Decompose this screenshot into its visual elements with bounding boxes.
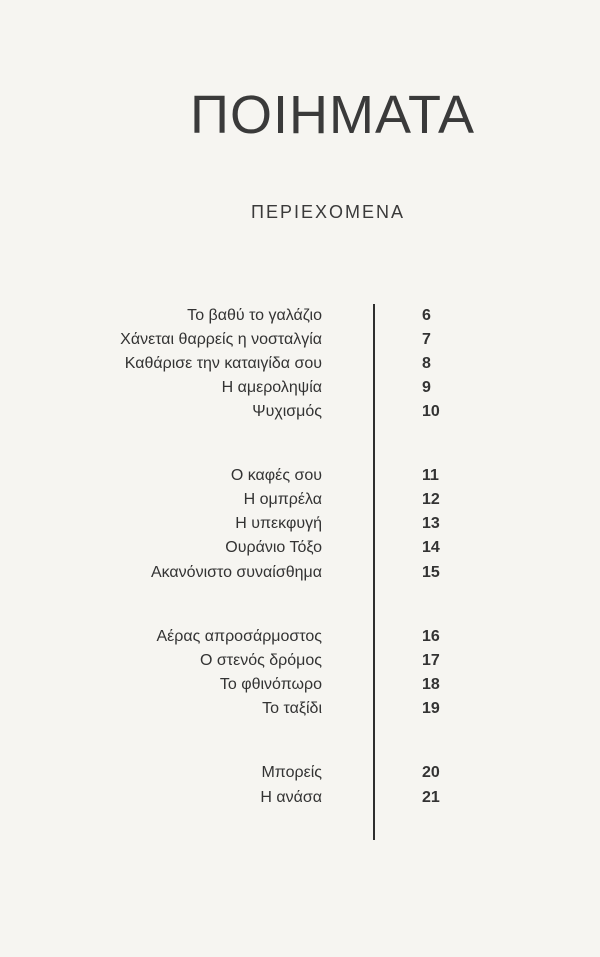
toc-entry[interactable]	[0, 650, 600, 672]
toc-entry-page: 12	[422, 491, 440, 508]
toc-entry-title: Το φθινόπωρο	[219, 676, 322, 693]
toc-entry-page: 18	[422, 676, 440, 693]
toc-entry-page: 11	[422, 467, 439, 484]
toc-entry-page: 20	[422, 764, 440, 781]
toc-entry[interactable]	[0, 698, 600, 720]
contents-heading: ΠΕΡΙΕΧΟΜΕΝΑ	[251, 202, 406, 222]
toc-entry[interactable]	[0, 537, 600, 559]
toc-entry-page: 7	[422, 331, 431, 348]
toc-entry-title: Ουράνιο Τόξο	[225, 539, 322, 556]
toc-entry-title: Ο στενός δρόμος	[199, 652, 322, 669]
toc-entry[interactable]	[0, 465, 600, 487]
toc-entry-title: Ψυχισμός	[252, 403, 322, 420]
toc-entry-title: Καθάρισε την καταιγίδα σου	[124, 355, 322, 372]
toc-entry[interactable]	[0, 401, 600, 423]
toc-entry-title: Ακανόνιστο συναίσθημα	[150, 564, 322, 581]
toc-entry-page: 6	[422, 307, 431, 324]
toc-entry[interactable]	[0, 562, 600, 584]
toc-entry-title: Αέρας απροσάρμοστος	[156, 628, 322, 645]
toc-entry-page: 9	[422, 379, 431, 396]
toc-entry-page: 21	[422, 789, 440, 806]
toc-entry[interactable]	[0, 377, 600, 399]
toc-entry-title: Μπορείς	[261, 764, 322, 781]
toc-entry[interactable]	[0, 674, 600, 696]
toc-entry-page: 8	[422, 355, 431, 372]
toc-entry-title: Η ανάσα	[260, 789, 322, 806]
toc-entry[interactable]	[0, 762, 600, 784]
toc-entry-page: 19	[422, 700, 440, 717]
toc-entry[interactable]	[0, 626, 600, 648]
toc-entry-page: 14	[422, 539, 440, 556]
toc-entry-title: Το βαθύ το γαλάζιο	[187, 307, 322, 324]
toc-entry-title: Το ταξίδι	[262, 700, 322, 717]
toc-entry-page: 13	[422, 515, 440, 532]
toc-entry-title: Η ομπρέλα	[243, 491, 322, 508]
toc-entry[interactable]	[0, 305, 600, 327]
toc-entry-page: 16	[422, 628, 440, 645]
toc-entry-title: Η υπεκφυγή	[235, 515, 322, 532]
toc-entry-page: 10	[422, 403, 440, 420]
toc-entry-page: 15	[422, 564, 440, 581]
toc-entry-title: Χάνεται θαρρείς η νοσταλγία	[120, 331, 322, 348]
toc-entry-title: Ο καφές σου	[230, 467, 322, 484]
toc-entry[interactable]	[0, 513, 600, 535]
toc-entry[interactable]	[0, 489, 600, 511]
toc-entry[interactable]	[0, 353, 600, 375]
page-title: ΠΟΙΗΜΑΤΑ	[190, 85, 475, 145]
toc-entry[interactable]	[0, 787, 600, 809]
toc-entry-page: 17	[422, 652, 440, 669]
toc-entry[interactable]	[0, 329, 600, 351]
toc-entry-title: Η αμεροληψία	[221, 379, 322, 396]
